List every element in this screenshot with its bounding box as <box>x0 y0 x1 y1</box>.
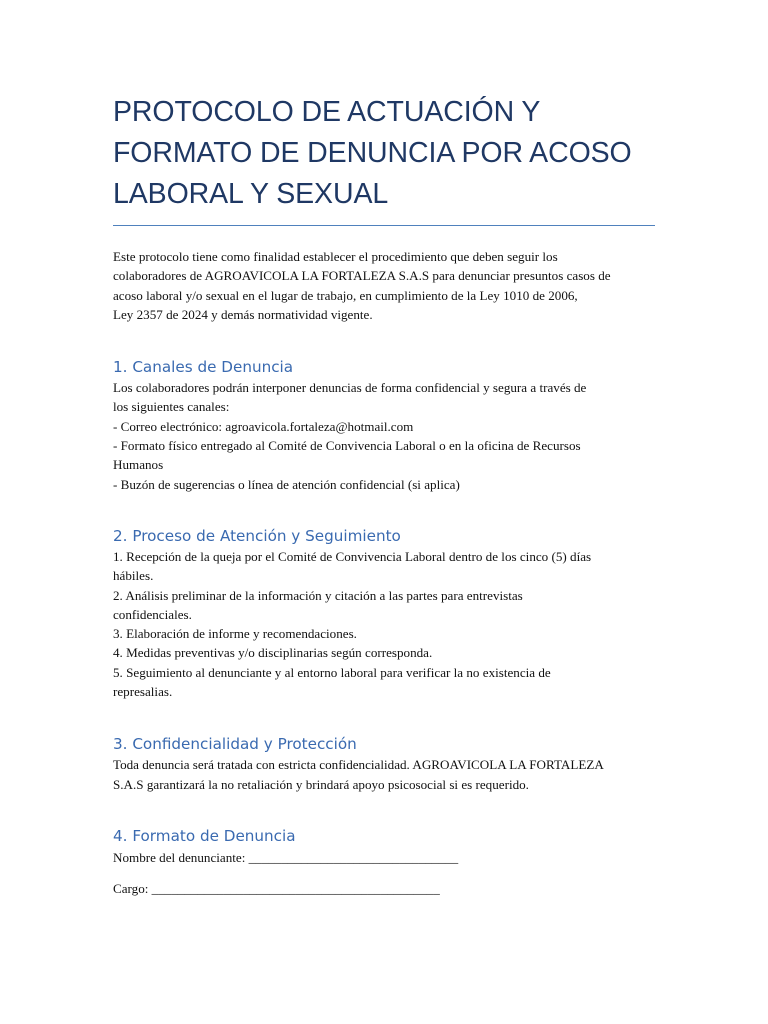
body-line: - Formato físico entregado al Comité de Convivencia Laboral o en la oficina de Recursos <box>113 438 581 454</box>
document-title-line: FORMATO DE DENUNCIA POR ACOSO <box>113 137 632 169</box>
body-line: - Correo electrónico: agroavicola.fortaleza@hotmail.com <box>113 418 414 434</box>
body-line: confidenciales. <box>113 606 192 622</box>
body-line: hábiles. <box>113 568 154 584</box>
title-divider <box>113 225 655 226</box>
document-title-line: LABORAL Y SEXUAL <box>113 178 389 210</box>
section-body-canales <box>113 378 658 494</box>
intro-paragraph <box>113 247 658 324</box>
section-body-confidencialidad <box>113 755 658 794</box>
body-line: S.A.S garantizará la no retaliación y brindará apoyo psicosocial si es requerido. <box>113 776 529 792</box>
body-line: - Buzón de sugerencias o línea de atención confidencial (si aplica) <box>113 476 460 492</box>
section-heading-canales: 1. Canales de Denuncia <box>113 358 294 377</box>
body-line: 3. Elaboración de informe y recomendaciones. <box>113 626 357 642</box>
intro-line: Este protocolo tiene como finalidad establecer el procedimiento que deben seguir los <box>113 249 558 264</box>
section-heading-confidencialidad: 3. Confidencialidad y Protección <box>113 735 357 754</box>
body-line: Los colaboradores podrán interponer denuncias de forma confidencial y segura a través de <box>113 380 587 396</box>
body-line: represalias. <box>113 684 173 700</box>
body-line: Toda denuncia será tratada con estricta confidencialidad. AGROAVICOLA LA FORTALEZA <box>113 757 604 773</box>
body-line: 1. Recepción de la queja por el Comité de Convivencia Laboral dentro de los cinco (5) días <box>113 548 592 564</box>
section-heading-formato: 4. Formato de Denuncia <box>113 826 296 845</box>
intro-line: colaboradores de AGROAVICOLA LA FORTALEZA S.A.S para denunciar presuntos casos de <box>113 268 611 284</box>
body-line: 2. Análisis preliminar de la información y citación a las partes para entrevistas <box>113 587 523 603</box>
section-heading-proceso: 2. Proceso de Atención y Seguimiento <box>113 526 401 545</box>
form-field-nombre: Nombre del denunciante: ________________________________ <box>113 849 459 865</box>
document-title-line: PROTOCOLO DE ACTUACIÓN Y <box>113 96 541 128</box>
body-line: los siguientes canales: <box>113 399 230 415</box>
intro-line: Ley 2357 de 2024 y demás normatividad vigente. <box>113 306 373 322</box>
body-line: 4. Medidas preventivas y/o disciplinarias según corresponda. <box>113 645 433 661</box>
intro-line: acoso laboral y/o sexual en el lugar de trabajo, en cumplimiento de la Ley 1010 de 2006, <box>113 287 578 303</box>
body-line: Humanos <box>113 457 164 473</box>
document-title <box>113 92 658 225</box>
form-field-cargo: Cargo: ____________________________________________ <box>113 881 440 897</box>
section-body-proceso <box>113 547 658 701</box>
document-content <box>113 92 658 899</box>
body-line: 5. Seguimiento al denunciante y al entorno laboral para verificar la no existencia de <box>113 664 551 680</box>
